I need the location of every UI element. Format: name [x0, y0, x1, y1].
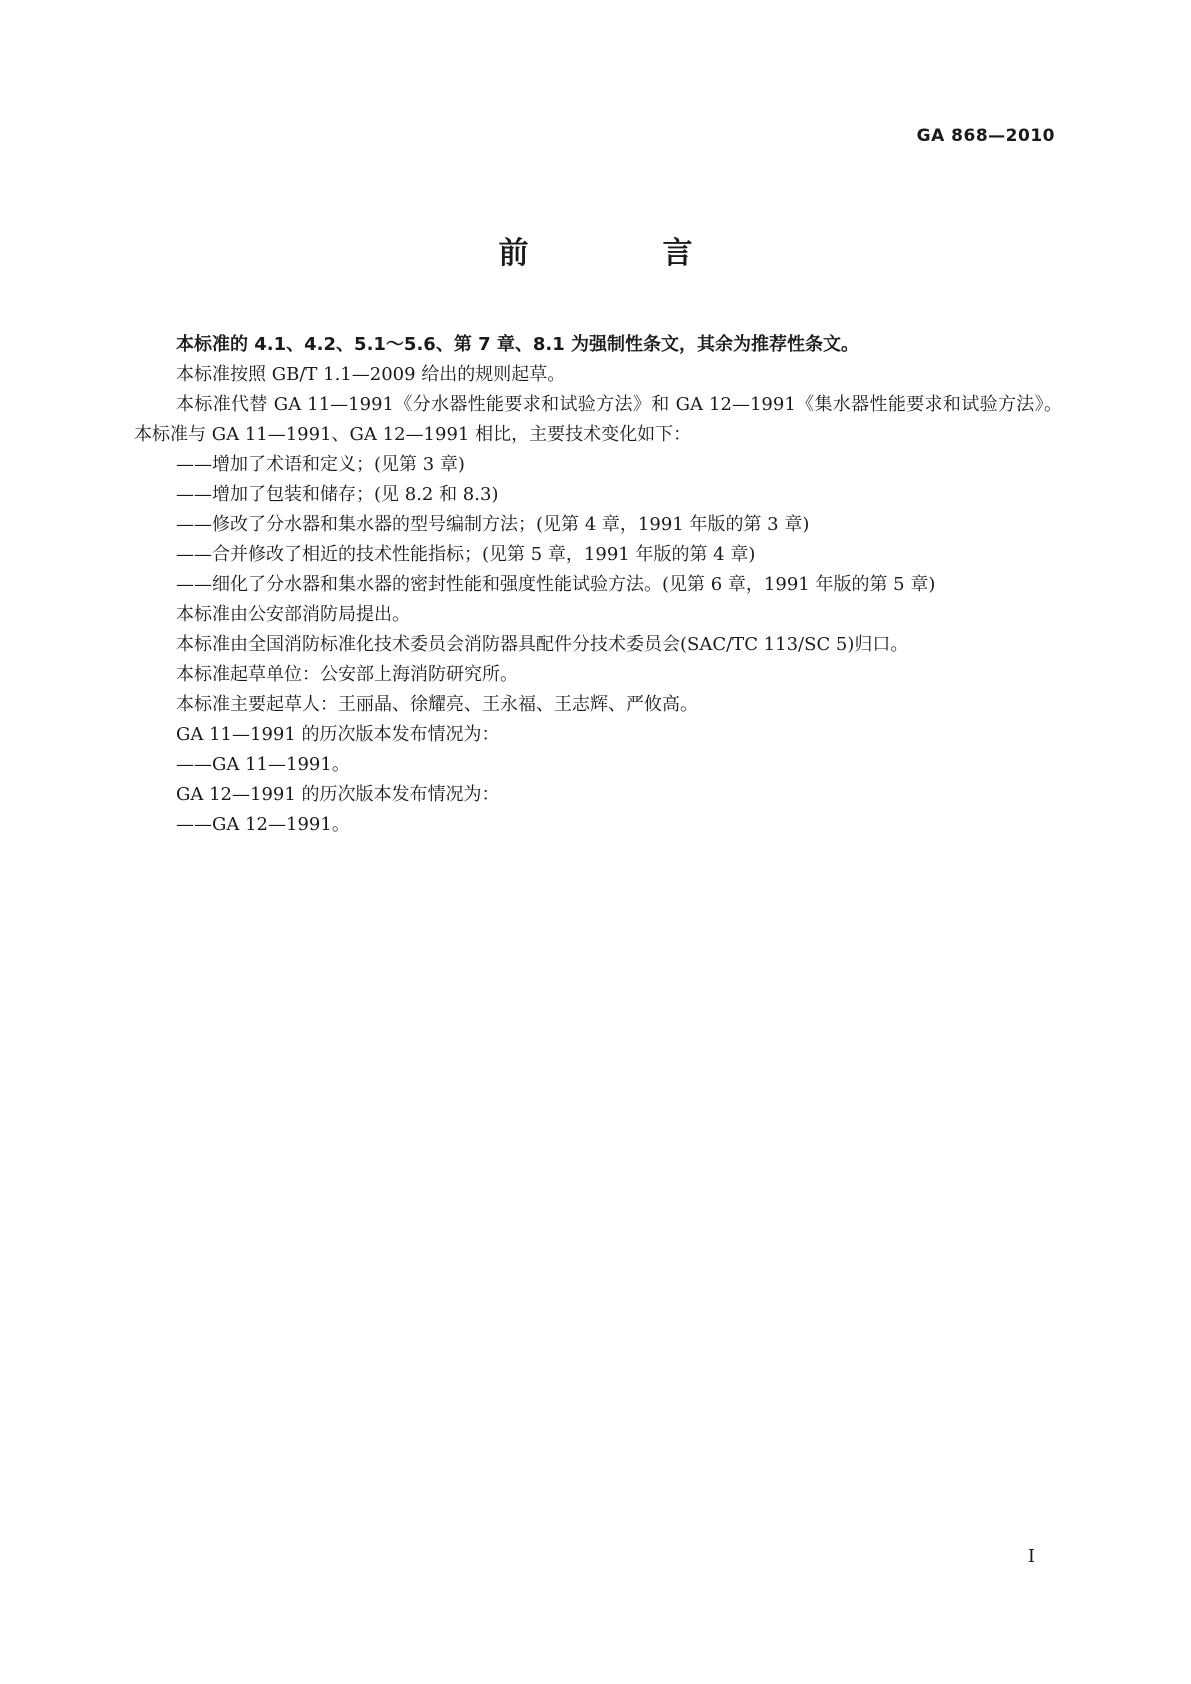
version-history-heading: GA 12—1991 的历次版本发布情况为：	[176, 784, 500, 805]
change-item: ——细化了分水器和集水器的密封性能和强度性能试验方法。(见第 6 章，1991 年版的第 5 章)	[176, 574, 936, 595]
change-item: ——修改了分水器和集水器的型号编制方法；(见第 4 章，1991 年版的第 3 章)	[176, 514, 810, 535]
foreword-body	[134, 330, 1062, 840]
proposer-paragraph: 本标准由公安部消防局提出。	[176, 604, 410, 625]
standard-code: GA 868—2010	[916, 126, 1055, 146]
drafting-rules-paragraph: 本标准按照 GB/T 1.1—2009 给出的规则起草。	[176, 364, 566, 385]
change-item: ——增加了包装和储存；(见 8.2 和 8.3)	[176, 484, 499, 505]
page-title: 前 言	[498, 236, 745, 271]
mandatory-clause-statement: 本标准的 4.1、4.2、5.1～5.6、第 7 章、8.1 为强制性条文，其余为推荐性条文。	[176, 334, 860, 355]
version-history-heading: GA 11—1991 的历次版本发布情况为：	[176, 724, 500, 745]
version-history-item: ——GA 12—1991。	[176, 814, 350, 835]
change-item: ——增加了术语和定义；(见第 3 章)	[176, 454, 465, 475]
replacement-paragraph: 本标准代替 GA 11—1991《分水器性能要求和试验方法》和 GA 12—1991《集水器性能要求和试验方法》。本标准与 GA 11—1991、GA 12—1991 相比，主要技术变化如下：	[134, 394, 1062, 445]
drafting-unit-paragraph: 本标准起草单位：公安部上海消防研究所。	[176, 664, 518, 685]
change-item: ——合并修改了相近的技术性能指标；(见第 5 章，1991 年版的第 4 章)	[176, 544, 756, 565]
version-history-item: ——GA 11—1991。	[176, 754, 350, 775]
page-number: I	[1027, 1546, 1035, 1567]
committee-paragraph: 本标准由全国消防标准化技术委员会消防器具配件分技术委员会(SAC/TC 113/SC 5)归口。	[176, 634, 909, 655]
drafters-paragraph: 本标准主要起草人：王丽晶、徐耀亮、王永福、王志辉、严攸高。	[176, 694, 698, 715]
